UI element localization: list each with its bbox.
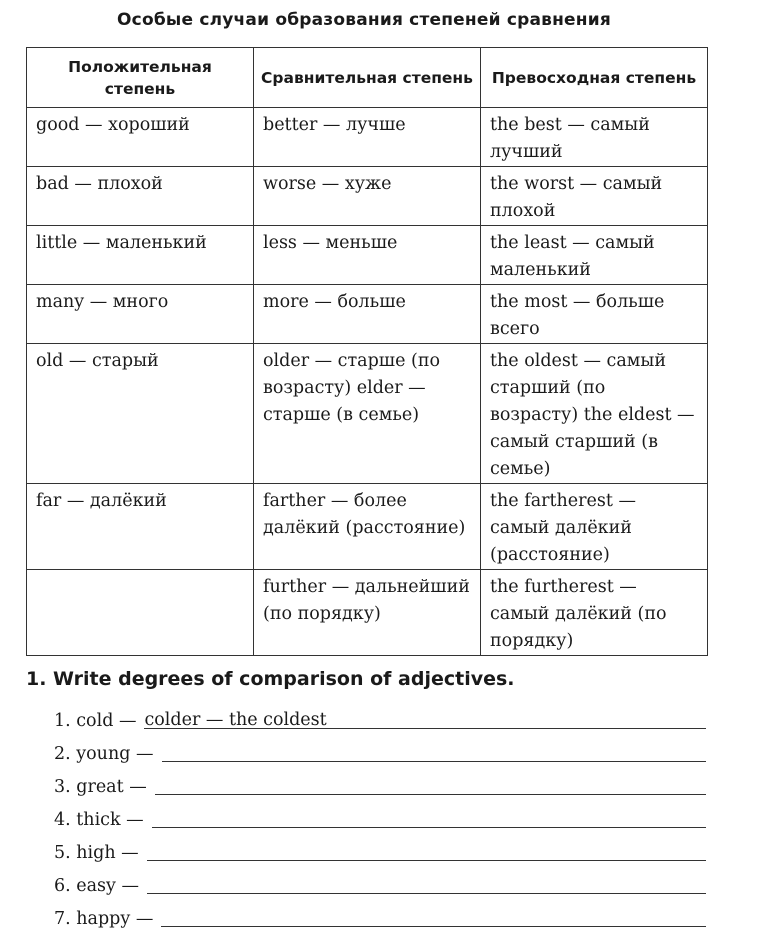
list-item bbox=[54, 898, 706, 931]
item-label: 4. thick — bbox=[54, 810, 144, 830]
table-row bbox=[27, 167, 708, 226]
page-title: Особые случаи образования степеней сравнения bbox=[117, 10, 611, 30]
cell-positive: good — хороший bbox=[27, 108, 254, 167]
cell-comparative: less — меньше bbox=[254, 226, 481, 285]
list-item bbox=[54, 832, 706, 865]
table-row bbox=[27, 108, 708, 167]
comparison-table bbox=[26, 47, 708, 656]
cell-superlative: the best — самый лучший bbox=[481, 108, 708, 167]
cell-comparative: better — лучше bbox=[254, 108, 481, 167]
cell-positive: bad — плохой bbox=[27, 167, 254, 226]
table-row bbox=[27, 285, 708, 344]
cell-comparative: older — старше (по возрасту) elder — старше (в семье) bbox=[254, 344, 481, 484]
table-row bbox=[27, 484, 708, 570]
cell-comparative: more — больше bbox=[254, 285, 481, 344]
list-item bbox=[54, 799, 706, 832]
cell-superlative: the worst — самый плохой bbox=[481, 167, 708, 226]
cell-superlative: the oldest — самый старший (по возрасту) the eldest — самый старший (в семье) bbox=[481, 344, 708, 484]
item-label: 3. great — bbox=[54, 777, 147, 797]
cell-positive: many — много bbox=[27, 285, 254, 344]
cell-superlative: the furtherest — самый далёкий (по порядку) bbox=[481, 570, 708, 656]
item-label: 1. cold — bbox=[54, 711, 137, 731]
table-row bbox=[27, 226, 708, 285]
exercise-list bbox=[54, 700, 706, 931]
item-label: 2. young — bbox=[54, 744, 154, 764]
cell-positive: far — далёкий bbox=[27, 484, 254, 570]
item-label: 5. high — bbox=[54, 843, 139, 863]
cell-comparative: farther — более далёкий (расстояние) bbox=[254, 484, 481, 570]
header-superlative: Превосходная степень bbox=[481, 48, 708, 108]
answer-line[interactable] bbox=[152, 809, 706, 828]
cell-positive: little — маленький bbox=[27, 226, 254, 285]
item-label: 6. easy — bbox=[54, 876, 139, 896]
header-positive: Положительная степень bbox=[27, 48, 254, 108]
table-header-row bbox=[27, 48, 708, 108]
answer-line[interactable] bbox=[162, 743, 707, 762]
table-row bbox=[27, 570, 708, 656]
answer-line[interactable] bbox=[155, 776, 706, 795]
cell-superlative: the fartherest — самый далёкий (расстояние) bbox=[481, 484, 708, 570]
answer-text: colder — the coldest bbox=[144, 710, 327, 730]
answer-line[interactable] bbox=[147, 875, 706, 894]
cell-superlative: the least — самый маленький bbox=[481, 226, 708, 285]
list-item bbox=[54, 766, 706, 799]
list-item bbox=[54, 733, 706, 766]
exercise-heading bbox=[26, 668, 515, 690]
list-item bbox=[54, 865, 706, 898]
answer-line[interactable] bbox=[144, 710, 706, 729]
table-row bbox=[27, 344, 708, 484]
answer-line[interactable] bbox=[161, 908, 706, 927]
cell-superlative: the most — больше всего bbox=[481, 285, 708, 344]
exercise-title: Write degrees of comparison of adjectives. bbox=[53, 668, 515, 690]
cell-positive bbox=[27, 570, 254, 656]
cell-comparative: further — дальнейший (по порядку) bbox=[254, 570, 481, 656]
header-comparative: Сравнительная степень bbox=[254, 48, 481, 108]
item-label: 7. happy — bbox=[54, 909, 154, 929]
cell-comparative: worse — хуже bbox=[254, 167, 481, 226]
answer-line[interactable] bbox=[147, 842, 706, 861]
list-item bbox=[54, 700, 706, 733]
exercise-number: 1. bbox=[26, 668, 47, 690]
cell-positive: old — старый bbox=[27, 344, 254, 484]
